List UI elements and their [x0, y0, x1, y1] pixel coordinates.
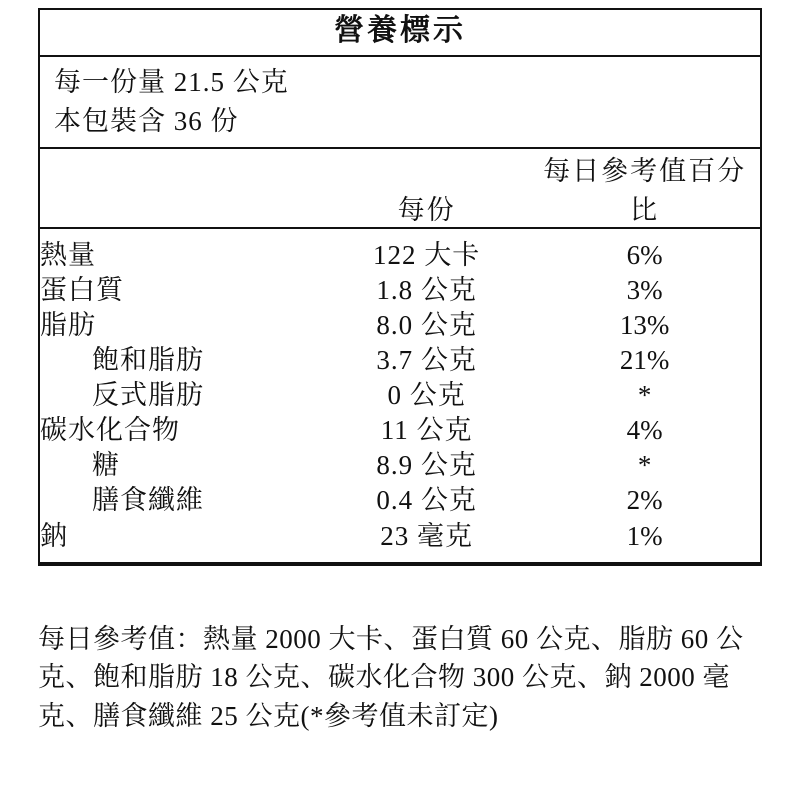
nutrient-name: 飽和脂肪	[92, 345, 204, 376]
table-row	[40, 228, 760, 273]
nutrient-name: 蛋白質	[40, 274, 124, 305]
nutrients-table-head	[40, 149, 760, 228]
nutrient-amount: 3.7 公克	[376, 345, 477, 376]
serving-information	[40, 57, 760, 149]
column-header-daily-value: 每日參考值百分比	[529, 149, 760, 228]
nutrients-table-wrapper	[40, 149, 760, 564]
nutrient-amount: 122 大卡	[373, 239, 481, 270]
nutrient-amount: 8.9 公克	[376, 450, 477, 481]
nutrients-table	[40, 149, 760, 562]
nutrient-daily-value: 4%	[626, 415, 663, 446]
table-row	[40, 343, 760, 378]
nutrients-table-body	[40, 228, 760, 562]
nutrient-daily-value: 6%	[626, 239, 663, 270]
nutrient-daily-value: 21%	[619, 345, 670, 376]
nutrient-name: 脂肪	[40, 309, 96, 340]
column-header-nutrient	[40, 149, 324, 228]
servings-per-container: 本包裝含 36 份	[54, 105, 239, 136]
nutrient-name: 糖	[92, 450, 120, 481]
nutrient-daily-value: *	[637, 380, 652, 411]
nutrition-facts-panel	[38, 8, 762, 566]
nutrient-name: 反式脂肪	[92, 380, 204, 411]
nutrient-amount: 11 公克	[380, 415, 473, 446]
nutrient-daily-value: *	[637, 450, 652, 481]
nutrient-name: 膳食纖維	[92, 485, 204, 516]
table-row	[40, 378, 760, 413]
nutrient-daily-value: 1%	[626, 520, 663, 551]
table-row	[40, 448, 760, 483]
nutrient-name: 鈉	[40, 520, 68, 551]
nutrient-name: 碳水化合物	[40, 415, 180, 446]
nutrient-amount: 8.0 公克	[376, 309, 477, 340]
table-row	[40, 273, 760, 308]
nutrient-daily-value: 3%	[626, 274, 663, 305]
table-row	[40, 308, 760, 343]
nutrition-label-title: 營養標示	[40, 10, 760, 57]
serving-size: 每一份量 21.5 公克	[54, 66, 289, 97]
nutrient-amount: 1.8 公克	[376, 274, 477, 305]
nutrient-daily-value: 13%	[619, 309, 670, 340]
nutrient-daily-value: 2%	[626, 485, 663, 516]
nutrient-amount: 23 毫克	[380, 520, 474, 551]
nutrient-name: 熱量	[40, 239, 96, 270]
table-header-row	[40, 149, 760, 228]
table-row	[40, 483, 760, 518]
table-row	[40, 519, 760, 562]
nutrient-amount: 0.4 公克	[376, 485, 477, 516]
daily-value-footnote: 每日參考值：熱量 2000 大卡、蛋白質 60 公克、脂肪 60 公克、飽和脂肪 18 公克、碳水化合物 300 公克、鈉 2000 毫克、膳食纖維 25 公克(*參考值未訂定)	[38, 624, 744, 731]
nutrient-amount: 0 公克	[387, 380, 466, 411]
table-row	[40, 413, 760, 448]
column-header-per-serving: 每份	[324, 149, 529, 228]
